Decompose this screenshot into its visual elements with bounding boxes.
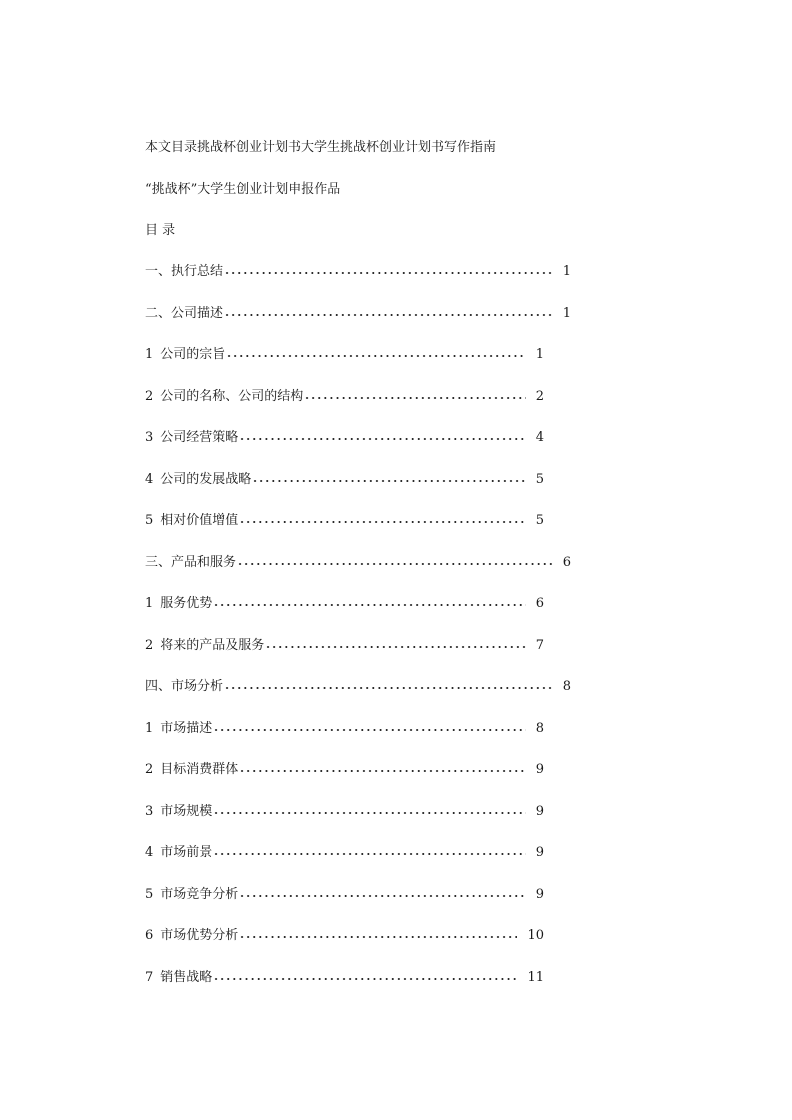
toc-entry[interactable] [145,928,544,944]
toc-entry-number: 4 [145,471,154,487]
toc-dot-leader [224,313,553,317]
toc-entry-label: 服务优势 [160,596,213,611]
toc-entry[interactable] [145,472,544,488]
toc-dot-leader [224,686,553,690]
toc-entry-page: 10 [527,928,544,943]
toc-entry-number: 5 [145,886,154,902]
toc-entry-label: 三、产品和服务 [145,554,237,570]
toc-entry-page: 6 [562,554,571,570]
toc-entry-label: 一、执行总结 [145,264,224,279]
toc-entry-label: 相对价值增值 [160,513,239,528]
document-title-line: 本文目录挑战杯创业计划书大学生挑战杯创业计划书写作指南 [145,140,497,155]
toc-entry-page: 1 [562,305,571,321]
toc-dot-leader [239,520,525,524]
toc-entry-number: 2 [145,388,154,404]
toc-entry[interactable] [145,679,571,695]
toc-entry[interactable] [145,970,544,986]
toc-dot-leader [226,354,525,358]
toc-entry-label: 市场描述 [160,720,213,736]
toc-entry-page: 9 [535,762,544,777]
toc-entry-label: 将来的产品及服务 [160,637,265,653]
toc-dot-leader [239,437,525,441]
toc-entry-number: 5 [145,513,154,528]
toc-dot-leader [239,935,517,939]
toc-entry-label: 公司的发展战略 [160,471,252,487]
toc-entry[interactable] [145,555,571,571]
toc-entry-page: 1 [535,347,544,362]
toc-entry-page: 2 [535,388,544,404]
toc-entry-page: 7 [535,637,544,653]
toc-entry[interactable] [145,845,544,861]
toc-entry[interactable] [145,347,544,363]
toc-dot-leader [224,271,553,275]
toc-entry-label: 市场优势分析 [160,928,239,943]
toc-heading: 目 录 [145,223,176,238]
toc-entry[interactable] [145,596,544,612]
toc-entry-number: 6 [145,928,154,943]
toc-dot-leader [213,977,517,981]
toc-entry-label: 公司经营策略 [160,430,239,445]
toc-entry[interactable] [145,721,544,737]
toc-dot-leader [252,479,525,483]
document-subtitle-line: “挑战杯”大学生创业计划申报作品 [145,182,341,197]
toc-entry[interactable] [145,887,544,903]
toc-dot-leader [213,728,525,732]
toc-dot-leader [239,769,525,773]
toc-entry[interactable] [145,389,544,405]
toc-entry-number: 4 [145,845,154,860]
toc-entry-page: 9 [535,845,544,860]
toc-entry-label: 四、市场分析 [145,679,224,694]
toc-entry-page: 6 [535,596,544,611]
toc-dot-leader [265,645,525,649]
toc-entry-page: 11 [527,969,544,985]
toc-entry-label: 市场前景 [160,845,213,860]
toc-entry-number: 3 [145,430,154,445]
toc-dot-leader [213,603,525,607]
toc-entry[interactable] [145,804,544,820]
toc-entry-page: 8 [562,679,571,694]
toc-entry-page: 8 [535,720,544,736]
toc-entry[interactable] [145,762,544,778]
toc-entry-number: 3 [145,803,154,819]
toc-entry-label: 市场规模 [160,803,213,819]
toc-dot-leader [213,811,525,815]
toc-entry-page: 5 [535,513,544,528]
toc-entry-number: 1 [145,720,154,736]
toc-entry-number: 2 [145,762,154,777]
toc-entry-page: 1 [562,264,571,279]
toc-entry-label: 二、公司描述 [145,305,224,321]
toc-dot-leader [239,894,525,898]
toc-entry-number: 2 [145,637,154,653]
toc-entry-page: 4 [535,430,544,445]
toc-entry[interactable] [145,306,571,322]
toc-entry[interactable] [145,430,544,446]
toc-entry-label: 公司的名称、公司的结构 [160,388,304,404]
toc-entry[interactable] [145,513,544,529]
toc-entry-label: 公司的宗旨 [160,347,226,362]
toc-entry[interactable] [145,638,544,654]
toc-entry-label: 市场竞争分析 [160,886,239,902]
toc-entry-number: 1 [145,347,154,362]
toc-dot-leader [304,396,525,400]
toc-entry-label: 目标消费群体 [160,762,239,777]
toc-entry-page: 5 [535,471,544,487]
toc-entry-label: 销售战略 [160,969,213,985]
toc-entry-page: 9 [535,803,544,819]
toc-entry-number: 7 [145,969,154,985]
toc-dot-leader [213,852,525,856]
toc-entry-number: 1 [145,596,154,611]
toc-dot-leader [237,562,553,566]
toc-entry-page: 9 [535,886,544,902]
toc-entry[interactable] [145,264,571,280]
